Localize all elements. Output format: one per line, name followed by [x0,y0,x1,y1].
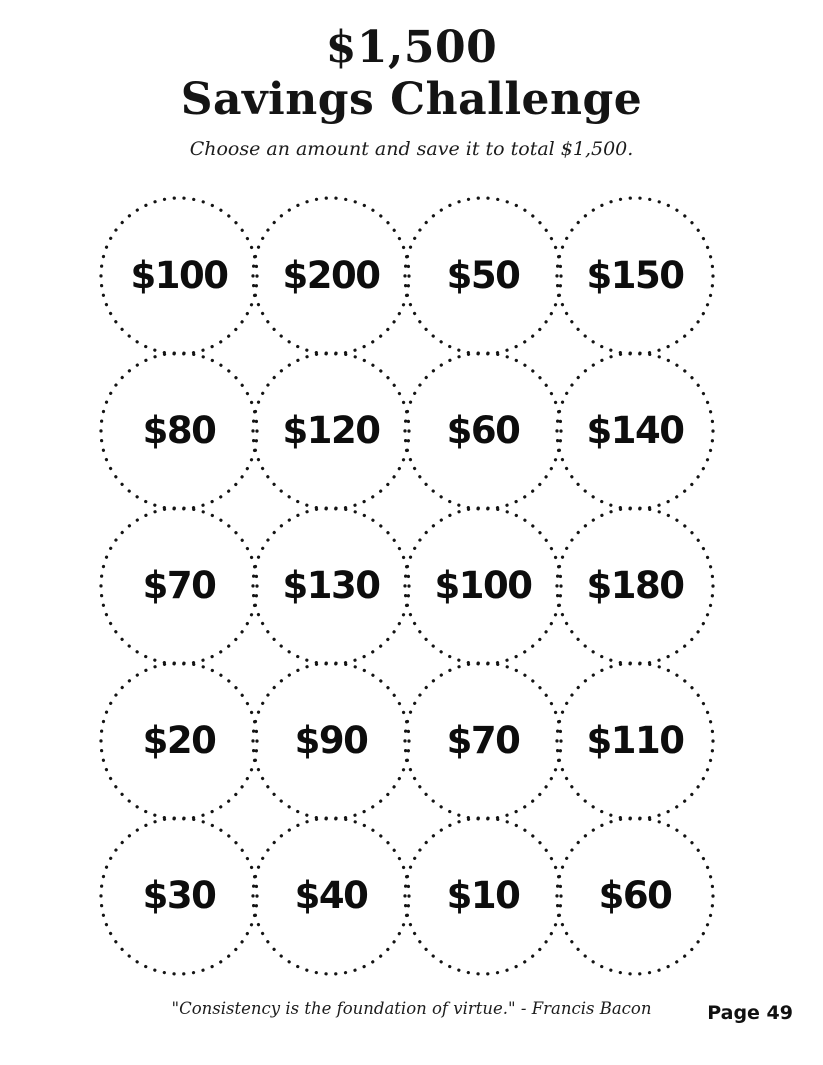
amount-circle [407,818,559,973]
amount-label: $30 [142,874,216,917]
amount-circle [255,663,407,818]
amount-circle [559,508,711,663]
page-number: Page 49 [707,1002,793,1024]
amount-label: $60 [446,409,520,452]
amount-circle [255,353,407,508]
title-amount: $1,500 [325,22,498,73]
amount-label: $60 [598,874,672,917]
amount-circle [559,663,711,818]
page-title [0,22,823,126]
amount-label: $100 [130,254,228,297]
header [0,22,823,160]
amount-circle [255,198,407,353]
amount-circle [103,198,255,353]
amount-label: $50 [446,254,520,297]
amount-circle [407,353,559,508]
amount-circle [559,353,711,508]
amount-circle [103,663,255,818]
footer-quote: "Consistency is the foundation of virtue." - Francis Bacon [171,999,652,1018]
amount-circle [103,353,255,508]
title-text: Savings Challenge [180,73,643,125]
amount-label: $200 [282,254,380,297]
amount-circle [407,663,559,818]
amount-circle [103,508,255,663]
amount-circle [407,508,559,663]
amount-circle [559,198,711,353]
amount-label: $70 [142,564,216,607]
amount-label: $100 [434,564,532,607]
subtitle: Choose an amount and save it to total $1,500. [189,137,634,160]
amount-circle [559,818,711,973]
amount-label: $110 [586,719,684,762]
amount-label: $10 [446,874,520,917]
amount-circle [407,198,559,353]
amount-label: $120 [282,409,380,452]
amount-label: $70 [446,719,520,762]
amount-circle [255,818,407,973]
amount-label: $90 [294,719,368,762]
amount-label: $80 [142,409,216,452]
amount-label: $180 [586,564,684,607]
amount-label: $140 [586,409,684,452]
amount-label: $20 [142,719,216,762]
amount-label: $150 [586,254,684,297]
amount-circle [255,508,407,663]
amount-label: $130 [282,564,380,607]
amounts-grid [103,198,711,973]
amount-circle [103,818,255,973]
amount-label: $40 [294,874,368,917]
